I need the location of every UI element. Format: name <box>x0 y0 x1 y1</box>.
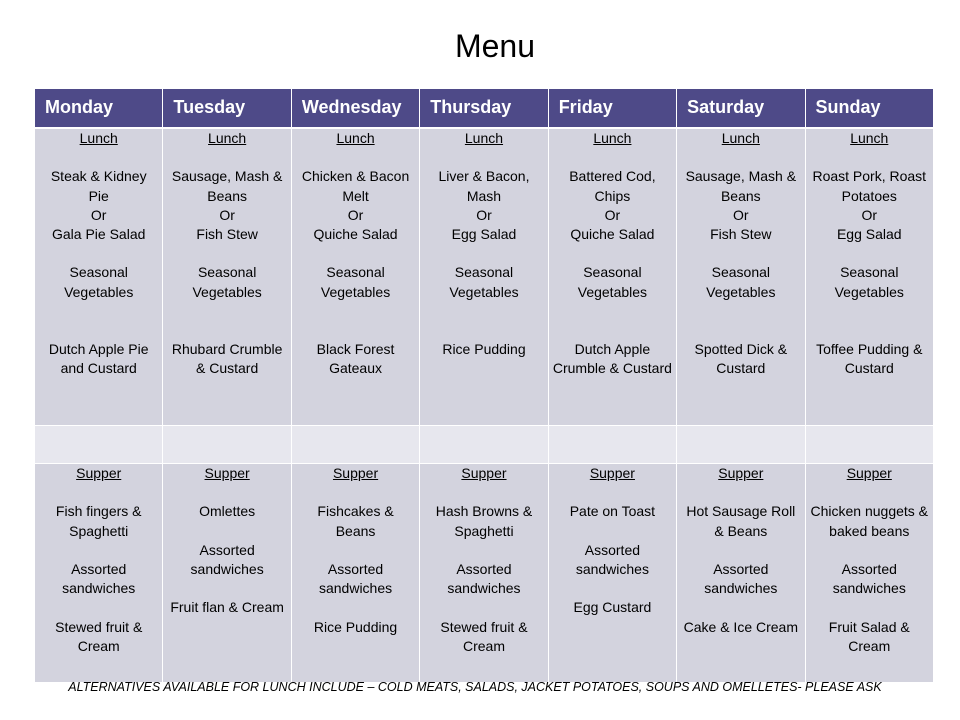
lunch-main-item: Gala Pie Salad <box>52 226 146 242</box>
line-gap <box>424 541 543 560</box>
supper-label: Supper <box>718 465 764 481</box>
supper-main-item: Fish fingers & Spaghetti <box>55 503 142 539</box>
line-gap <box>810 302 929 340</box>
lunch-main-item: Chicken & Bacon Melt <box>301 168 410 204</box>
lunch-main-item: Or <box>733 206 749 223</box>
line-gap <box>553 483 672 502</box>
lunch-dessert: Rice Pudding <box>442 341 526 358</box>
lunch-vegetables: Seasonal Vegetables <box>577 264 648 300</box>
lunch-cell-wednesday <box>291 128 419 426</box>
day-header-thursday: Thursday <box>420 89 548 129</box>
page-title: Menu <box>454 28 536 64</box>
menu-table <box>34 88 934 683</box>
supper-dessert: Rice Pudding <box>313 618 398 635</box>
line-gap <box>681 148 800 167</box>
line-gap <box>39 483 158 502</box>
supper-cell-saturday <box>677 464 805 683</box>
lunch-row <box>35 128 934 426</box>
line-gap <box>39 541 158 560</box>
lunch-cell-monday <box>35 128 163 426</box>
line-gap <box>553 522 672 541</box>
day-header-sunday: Sunday <box>805 89 933 129</box>
supper-cell-tuesday <box>163 464 291 683</box>
line-gap <box>167 522 286 541</box>
lunch-vegetables: Seasonal Vegetables <box>320 264 391 300</box>
lunch-main-item: Fish Stew <box>196 226 258 242</box>
supper-label: Supper <box>332 465 379 481</box>
supper-cell-thursday <box>420 464 548 683</box>
line-gap <box>39 598 158 617</box>
line-gap <box>681 598 800 617</box>
lunch-label: Lunch <box>79 130 118 146</box>
line-gap <box>553 244 672 263</box>
lunch-dessert: Rhubard Crumble & Custard <box>171 341 283 377</box>
lunch-main-item: Quiche Salad <box>570 226 655 242</box>
line-gap <box>296 302 415 340</box>
spacer-cell <box>291 426 419 464</box>
line-gap <box>681 244 800 263</box>
supper-sandwiches: Assorted sandwiches <box>190 541 264 577</box>
supper-cell-wednesday <box>291 464 419 683</box>
lunch-dessert: Spotted Dick & Custard <box>694 341 788 377</box>
lunch-dessert: Toffee Pudding & Custard <box>816 341 923 377</box>
lunch-vegetables: Seasonal Vegetables <box>192 264 262 300</box>
line-gap <box>296 483 415 502</box>
supper-main-item: Chicken nuggets & baked beans <box>810 503 929 539</box>
line-gap <box>810 244 929 263</box>
line-gap <box>39 148 158 167</box>
lunch-main-item: Egg Salad <box>836 226 902 242</box>
supper-sandwiches: Assorted sandwiches <box>832 560 906 597</box>
line-gap <box>296 148 415 167</box>
supper-dessert: Egg Custard <box>573 599 652 616</box>
lunch-main-item: Egg Salad <box>451 226 517 242</box>
day-header-friday: Friday <box>548 89 676 129</box>
lunch-main-item: Or <box>347 206 364 223</box>
line-gap <box>424 598 543 617</box>
spacer-cell <box>163 426 291 464</box>
supper-cell-friday <box>548 464 676 683</box>
supper-main-item: Hash Browns & Spaghetti <box>435 503 533 539</box>
lunch-dessert: Dutch Apple Pie and Custard <box>48 341 149 377</box>
lunch-cell-thursday <box>420 128 548 426</box>
line-gap <box>167 302 286 340</box>
supper-cell-monday <box>35 464 163 683</box>
supper-dessert: Stewed fruit & Cream <box>55 618 143 654</box>
line-gap <box>810 541 929 560</box>
lunch-label: Lunch <box>464 130 504 146</box>
lunch-vegetables: Seasonal Vegetables <box>706 264 776 300</box>
lunch-main-item: Liver & Bacon, Mash <box>438 168 530 204</box>
lunch-cell-friday <box>548 128 676 426</box>
spacer-cell <box>548 426 676 464</box>
lunch-main-item: Roast Pork, Roast Potatoes <box>812 168 927 204</box>
line-gap <box>424 148 543 167</box>
supper-main-item: Pate on Toast <box>569 503 656 520</box>
line-gap <box>810 483 929 502</box>
spacer-cell <box>35 426 163 464</box>
line-gap <box>681 483 800 502</box>
lunch-main-item: Sausage, Mash & Beans <box>171 168 283 204</box>
lunch-main-item: Steak & Kidney Pie <box>50 168 147 204</box>
supper-dessert: Stewed fruit & Cream <box>440 618 528 654</box>
line-gap <box>681 541 800 560</box>
lunch-label: Lunch <box>721 130 760 146</box>
supper-dessert: Fruit flan & Cream <box>170 599 284 616</box>
lunch-main-item: Or <box>861 206 878 223</box>
line-gap <box>167 483 286 502</box>
lunch-main-item: Sausage, Mash & Beans <box>685 168 797 204</box>
line-gap <box>553 302 672 340</box>
line-gap <box>167 244 286 263</box>
lunch-dessert: Black Forest Gateaux <box>316 341 395 377</box>
lunch-main-item: Or <box>90 206 107 223</box>
line-gap <box>424 483 543 502</box>
supper-sandwiches: Assorted sandwiches <box>447 560 521 597</box>
supper-dessert: Cake & Ice Cream <box>683 618 798 635</box>
supper-sandwiches: Assorted sandwiches <box>704 560 778 597</box>
line-gap <box>296 244 415 263</box>
lunch-vegetables: Seasonal Vegetables <box>64 264 134 300</box>
spacer-cell <box>805 426 933 464</box>
line-gap <box>39 302 158 340</box>
supper-main-item: Fishcakes & Beans <box>317 503 394 539</box>
lunch-vegetables: Seasonal Vegetables <box>834 264 904 300</box>
supper-sandwiches: Assorted sandwiches <box>62 560 136 597</box>
day-header-saturday: Saturday <box>677 89 805 129</box>
spacer-cell <box>420 426 548 464</box>
supper-main-item: Omlettes <box>199 503 256 520</box>
line-gap <box>810 148 929 167</box>
line-gap <box>296 598 415 617</box>
line-gap <box>39 244 158 263</box>
day-header-tuesday: Tuesday <box>163 89 291 129</box>
supper-sandwiches: Assorted sandwiches <box>575 541 649 577</box>
line-gap <box>424 244 543 263</box>
lunch-cell-saturday <box>677 128 805 426</box>
supper-dessert: Fruit Salad & Cream <box>828 618 910 654</box>
spacer-row <box>35 426 934 464</box>
lunch-cell-sunday <box>805 128 933 426</box>
supper-main-item: Hot Sausage Roll & Beans <box>686 503 796 539</box>
lunch-main-item: Or <box>604 206 621 223</box>
line-gap <box>167 579 286 598</box>
day-header-row <box>35 89 934 129</box>
line-gap <box>810 598 929 617</box>
supper-label: Supper <box>76 465 122 481</box>
lunch-main-item: Or <box>476 206 492 223</box>
line-gap <box>424 302 543 340</box>
alternatives-note: ALTERNATIVES AVAILABLE FOR LUNCH INCLUDE – COLD MEATS, SALADS, JACKET POTATOES, SOUPS AND OMELLETES- PLEASE ASK <box>68 680 882 694</box>
lunch-cell-tuesday <box>163 128 291 426</box>
supper-row <box>35 464 934 683</box>
line-gap <box>553 148 672 167</box>
line-gap <box>296 541 415 560</box>
lunch-label: Lunch <box>208 130 247 146</box>
lunch-main-item: Fish Stew <box>710 226 772 242</box>
day-header-wednesday: Wednesday <box>291 89 419 129</box>
lunch-label: Lunch <box>593 130 632 146</box>
lunch-main-item: Quiche Salad <box>313 226 398 242</box>
lunch-dessert: Dutch Apple Crumble & Custard <box>552 341 672 377</box>
spacer-cell <box>677 426 805 464</box>
lunch-label: Lunch <box>850 130 889 146</box>
lunch-vegetables: Seasonal Vegetables <box>449 264 519 300</box>
lunch-label: Lunch <box>336 130 375 146</box>
supper-cell-sunday <box>805 464 933 683</box>
supper-sandwiches: Assorted sandwiches <box>318 560 393 597</box>
supper-label: Supper <box>846 465 892 481</box>
supper-label: Supper <box>204 465 250 481</box>
day-header-monday: Monday <box>35 89 163 129</box>
lunch-main-item: Battered Cod, Chips <box>569 168 656 204</box>
supper-label: Supper <box>589 465 635 481</box>
line-gap <box>167 148 286 167</box>
line-gap <box>553 579 672 598</box>
supper-label: Supper <box>461 465 507 481</box>
lunch-main-item: Or <box>219 206 235 223</box>
line-gap <box>681 302 800 340</box>
